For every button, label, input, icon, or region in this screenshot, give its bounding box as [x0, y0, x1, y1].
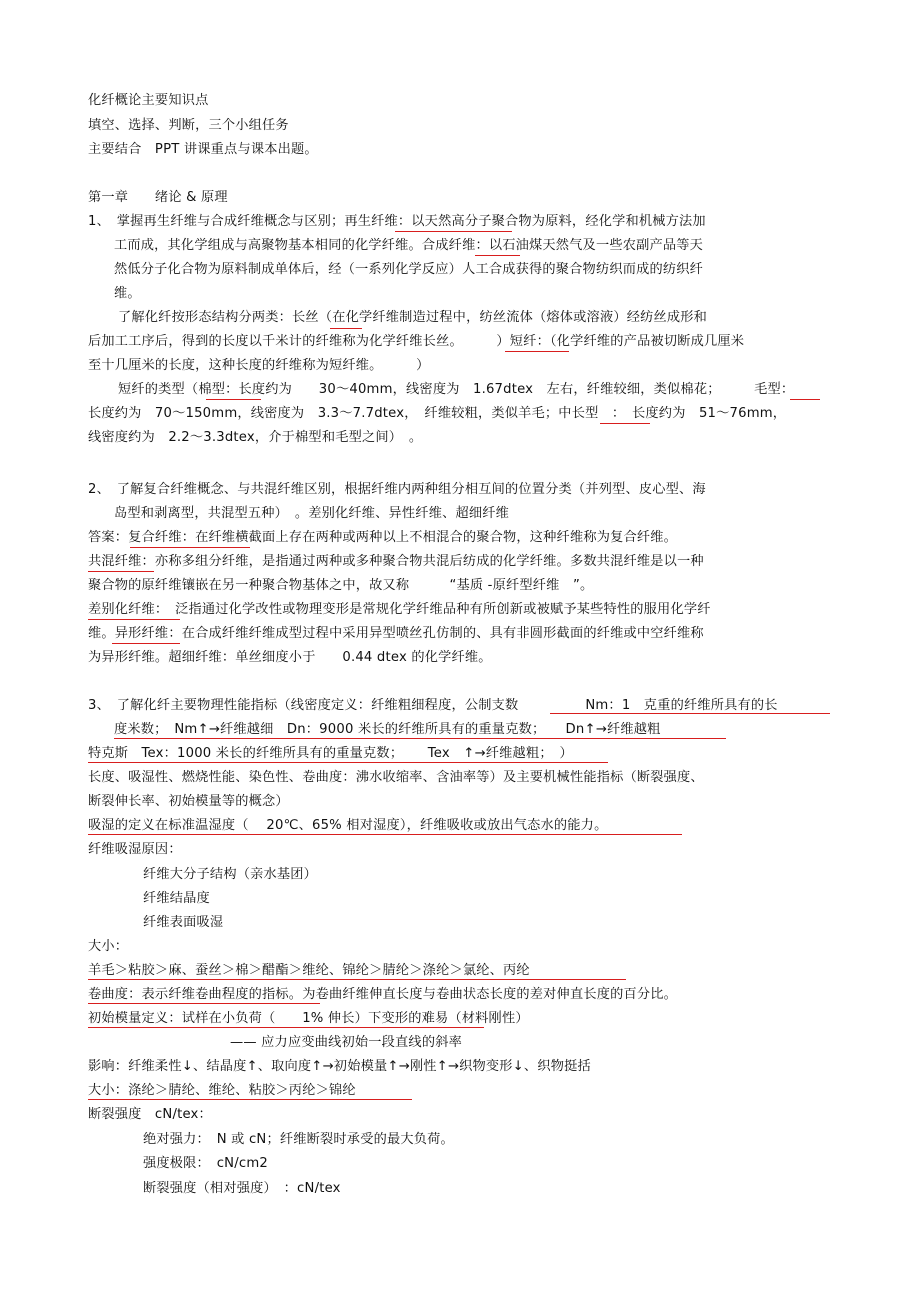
s2-line-7: 维。异形纤维：在合成纤维纤维成型过程中采用异型喷丝孔仿制的、具有非圆形截面的纤维或中空纤维称 — [88, 626, 704, 641]
underline-filament — [330, 328, 362, 329]
s3-line-12: —— 应力应变曲线初始一段直线的斜率 — [230, 1035, 462, 1050]
strength-item-1: 绝对强力： N 或 cN；纤维断裂时承受的最大负荷。 — [143, 1132, 454, 1147]
underline-differential — [88, 619, 180, 620]
underline-composite — [130, 547, 250, 548]
strength-item-2: 强度极限： cN/cm2 — [143, 1156, 268, 1171]
s3-line-9: 羊毛＞粘胶＞麻、蚕丝＞棉＞醋酯＞维纶、锦纶＞腈纶＞涤纶＞氯纶、丙纶 — [88, 963, 530, 978]
s3-line-10: 卷曲度：表示纤维卷曲程度的指标。为卷曲纤维伸直长度与卷曲状态长度的差对伸直长度的百分比。 — [88, 987, 678, 1002]
s3-line-15: 断裂强度 cN/tex： — [88, 1107, 212, 1122]
scope-line: 主要结合 PPT 讲课重点与课本出题。 — [88, 142, 318, 157]
s2-line-5: 聚合物的原纤维镶嵌在另一种聚合物基体之中，故又称 “基质 -原纤型纤维 ”。 — [88, 578, 594, 593]
s2-line-1: 2、 了解复合纤维概念、与共混纤维区别，根据纤维内两种组分相互间的位置分类（并列型、皮心型、海 — [88, 482, 706, 497]
s2-line-3: 答案：复合纤维：在纤维横截面上存在两种或两种以上不相混合的聚合物，这种纤维称为复合纤维。 — [88, 530, 678, 545]
s3-line-14: 大小：涤纶＞腈纶、维纶、粘胶＞丙纶＞锦纶 — [88, 1083, 356, 1098]
underline-ranking-1 — [88, 979, 626, 980]
underline-density-2 — [114, 738, 726, 739]
s2-line-6: 差别化纤维： 泛指通过化学改性或物理变形是常规化学纤维品种有所创新或被赋予某些特性的服用化学纤 — [88, 602, 711, 617]
s1-line-1: 1、 掌握再生纤维与合成纤维概念与区别；再生纤维：以天然高分子聚合物为原料，经化学和机械方法加 — [88, 214, 706, 229]
reason-item-2: 纤维结晶度 — [143, 891, 210, 906]
s3-line-2: 度米数； Nm↑→纤维越细 Dn：9000 米长的纤维所具有的重量克数； Dn↑→纤维越粗 — [114, 722, 661, 737]
s1-line-8: 短纤的类型（棉型：长度约为 30～40mm，线密度为 1.67dtex 左右，纤维较细，类似棉花； 毛型： — [118, 382, 795, 397]
s2-line-4: 共混纤维：亦称多组分纤维，是指通过两种或多种聚合物共混后纺成的化学纤维。多数共混纤维是以一种 — [88, 554, 704, 569]
reason-item-3: 纤维表面吸湿 — [143, 915, 224, 930]
s3-line-13: 影响：纤维柔性↓、结晶度↑、取向度↑→初始模量↑→刚性↑→织物变形↓、织物挺括 — [88, 1059, 591, 1074]
s3-line-7: 纤维吸湿原因： — [88, 842, 182, 857]
underline-profiled — [112, 643, 180, 644]
underline-moisture — [88, 834, 682, 835]
s3-line-4: 长度、吸湿性、燃烧性能、染色性、卷曲度：沸水收缩率、含油率等）及主要机械性能指标（断裂强度、 — [88, 770, 704, 785]
s1-line-7: 至十几厘米的长度，这种长度的纤维称为短纤维。 ） — [88, 358, 430, 373]
underline-mid-type — [600, 423, 650, 424]
s3-line-8: 大小： — [88, 939, 129, 954]
s3-line-3: 特克斯 Tex：1000 米长的纤维所具有的重量克数； Tex ↑→纤维越粗； ） — [88, 746, 573, 761]
s1-line-2: 工而成，其化学组成与高聚物基本相同的化学纤维。合成纤维：以石油煤天然气及一些农副产品等天 — [114, 238, 704, 253]
s1-line-9: 长度约为 70～150mm，线密度为 3.3～7.7dtex， 纤维较粗，类似羊毛；中长型 ： 长度约为 51～76mm， — [88, 406, 787, 421]
underline-wool-type — [790, 399, 820, 400]
chapter-heading: 第一章 绪论 & 原理 — [88, 190, 228, 205]
task-line: 填空、选择、判断，三个小组任务 — [88, 118, 289, 133]
underline-staple — [505, 351, 569, 352]
s1-line-6: 后加工工序后，得到的长度以千米计的纤维称为化学纤维长丝。 ）短纤：（化学纤维的产品被切断成几厘米 — [88, 334, 745, 349]
s2-line-2: 岛型和剥离型，共混型五种） 。差别化纤维、异性纤维、超细纤维 — [114, 506, 510, 521]
s3-line-11: 初始模量定义：试样在小负荷（ 1% 伸长）下变形的难易（材料刚性） — [88, 1011, 529, 1026]
reason-item-1: 纤维大分子结构（亲水基团） — [143, 867, 318, 882]
strength-item-3: 断裂强度（相对强度） ：cN/tex — [143, 1181, 341, 1196]
s3-line-1: 3、 了解化纤主要物理性能指标（线密度定义：纤维粗细程度，公制支数 Nm：1 克重的纤维所具有的长 — [88, 698, 778, 713]
underline-synth — [475, 255, 520, 256]
underline-ranking-2 — [88, 1099, 412, 1100]
title-line: 化纤概论主要知识点 — [88, 93, 209, 108]
s1-line-5: 了解化纤按形态结构分两类：长丝（在化学纤维制造过程中，纺丝流体（熔体或溶液）经纺丝成形和 — [118, 310, 708, 325]
underline-density-1 — [550, 713, 830, 714]
underline-crimp — [88, 1003, 320, 1004]
s1-line-3: 然低分子化合物为原料制成单体后，经（一系列化学反应）人工合成获得的聚合物纺织而成的纺织纤 — [114, 262, 704, 277]
s1-line-10: 线密度约为 2.2～3.3dtex，介于棉型和毛型之间） 。 — [88, 430, 423, 445]
s3-line-6: 吸湿的定义在标准温湿度（ 20℃、65% 相对湿度），纤维吸收或放出气态水的能力。 — [88, 818, 608, 833]
underline-density-3 — [88, 762, 608, 763]
underline-blend — [88, 571, 154, 572]
underline-regen — [395, 231, 512, 232]
underline-modulus — [88, 1027, 484, 1028]
s2-line-8: 为异形纤维。超细纤维：单丝细度小于 0.44 dtex 的化学纤维。 — [88, 650, 492, 665]
underline-cotton-type — [206, 399, 261, 400]
s1-line-4: 维。 — [114, 286, 141, 301]
s3-line-5: 断裂伸长率、初始模量等的概念） — [88, 794, 289, 809]
